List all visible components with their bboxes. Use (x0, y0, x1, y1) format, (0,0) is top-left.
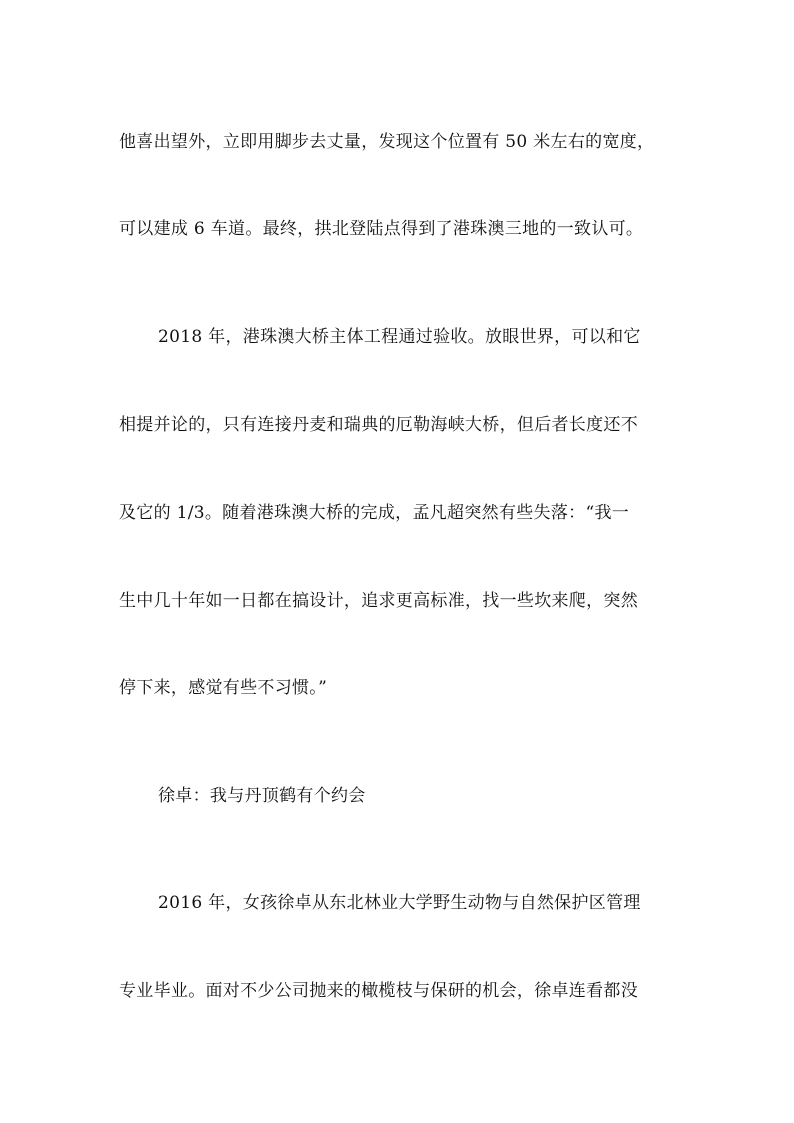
paragraph-line: 2018 年，港珠澳大桥主体工程通过验收。放眼世界，可以和它 (158, 327, 641, 347)
paragraph-line: 他喜出望外，立即用脚步去丈量，发现这个位置有 50 米左右的宽度， (119, 132, 655, 152)
paragraph-line: 及它的 1/3。随着港珠澳大桥的完成，孟凡超突然有些失落：“我一 (119, 503, 630, 523)
paragraph-line: 可以建成 6 车道。最终，拱北登陆点得到了港珠澳三地的一致认可。 (119, 219, 644, 239)
paragraph-line: 相提并论的，只有连接丹麦和瑞典的厄勒海峡大桥，但后者长度还不 (119, 415, 638, 435)
paragraph-line: 2016 年，女孩徐卓从东北林业大学野生动物与自然保护区管理 (158, 893, 641, 913)
paragraph-line: 专业毕业。面对不少公司抛来的橄榄枝与保研的机会，徐卓连看都没 (119, 981, 638, 1001)
section-heading: 徐卓：我与丹顶鹤有个约会 (158, 786, 366, 806)
paragraph-line: 生中几十年如一日都在搞设计，追求更高标准，找一些坎来爬，突然 (119, 591, 638, 611)
paragraph-line: 停下来，感觉有些不习惯。” (119, 678, 328, 698)
